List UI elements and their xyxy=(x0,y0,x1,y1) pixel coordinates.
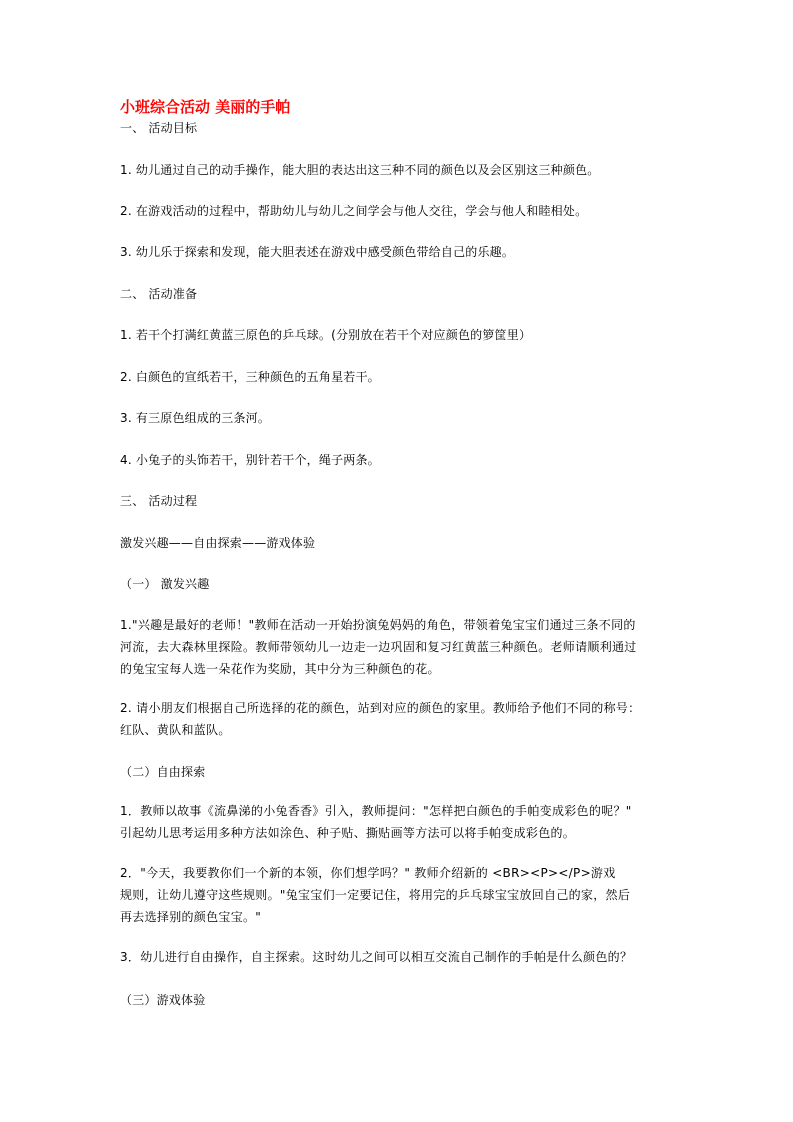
prep-item-4: 4. 小兔子的头饰若干，别针若干个，绳子两条。 xyxy=(120,453,380,467)
goal-item-3: 3. 幼儿乐于探索和发现，能大胆表述在游戏中感受颜色带给自己的乐趣。 xyxy=(120,245,515,259)
paragraph-line: 河流，去大森林里探险。教师带领幼儿一边走一边巩固和复习红黄蓝三种颜色。老师请顺利通过 xyxy=(120,640,637,654)
section-heading-process: 三、 活动过程 xyxy=(120,494,198,508)
process-flow: 激发兴趣——自由探索——游戏体验 xyxy=(120,536,316,550)
section-heading-preparation: 二、 活动准备 xyxy=(120,287,198,301)
subsection-heading-explore: （二）自由探索 xyxy=(120,765,206,779)
paragraph-line: 2．"今天，我要教你们一个新的本领，你们想学吗？" 教师介绍新的 <BR><P></P>游戏 xyxy=(120,866,616,880)
paragraph-line: 3．幼儿进行自由操作，自主探索。这时幼儿之间可以相互交流自己制作的手帕是什么颜色的？ xyxy=(120,950,633,964)
paragraph-line: 红队、黄队和蓝队。 xyxy=(120,723,231,737)
explore-paragraph-1 xyxy=(120,800,680,844)
paragraph-line: 2. 请小朋友们根据自己所选择的花的颜色，站到对应的颜色的家里。教师给予他们不同的称号： xyxy=(120,701,641,715)
paragraph-line: 再去选择别的颜色宝宝。" xyxy=(120,910,262,924)
paragraph-line: 的兔宝宝每人选一朵花作为奖励，其中分为三种颜色的花。 xyxy=(120,662,440,676)
interest-paragraph-2 xyxy=(120,697,680,741)
explore-paragraph-2 xyxy=(120,862,680,928)
paragraph-line: 引起幼儿思考运用多种方法如涂色、种子贴、撕贴画等方法可以将手帕变成彩色的。 xyxy=(120,826,576,840)
section-heading-goals: 一、 活动目标 xyxy=(120,121,198,135)
goal-item-2: 2. 在游戏活动的过程中，帮助幼儿与幼儿之间学会与他人交往，学会与他人和睦相处。 xyxy=(120,204,588,218)
subsection-heading-game: （三）游戏体验 xyxy=(120,993,206,1007)
prep-item-1: 1. 若干个打满红黄蓝三原色的乒乓球。(分别放在若干个对应颜色的箩筐里） xyxy=(120,328,532,342)
paragraph-line: 规则，让幼儿遵守这些规则。"兔宝宝们一定要记住，将用完的乒乓球宝宝放回自己的家，然后 xyxy=(120,888,631,902)
explore-paragraph-3 xyxy=(120,946,680,968)
paragraph-line: 1．教师以故事《流鼻涕的小兔香香》引入，教师提问："怎样把白颜色的手帕变成彩色的呢？" xyxy=(120,804,632,818)
document-title: 小班综合活动 美丽的手帕 xyxy=(120,98,291,116)
prep-item-2: 2. 白颜色的宣纸若干，三种颜色的五角星若干。 xyxy=(120,370,380,384)
paragraph-line: 1."兴趣是最好的老师！"教师在活动一开始扮演兔妈妈的角色，带领着兔宝宝们通过三条不同的 xyxy=(120,618,636,632)
goal-item-1: 1. 幼儿通过自己的动手操作，能大胆的表达出这三种不同的颜色以及会区别这三种颜色。 xyxy=(120,163,600,177)
prep-item-3: 3. 有三原色组成的三条河。 xyxy=(120,411,271,425)
subsection-heading-interest: （一） 激发兴趣 xyxy=(120,577,210,591)
interest-paragraph-1 xyxy=(120,614,680,680)
